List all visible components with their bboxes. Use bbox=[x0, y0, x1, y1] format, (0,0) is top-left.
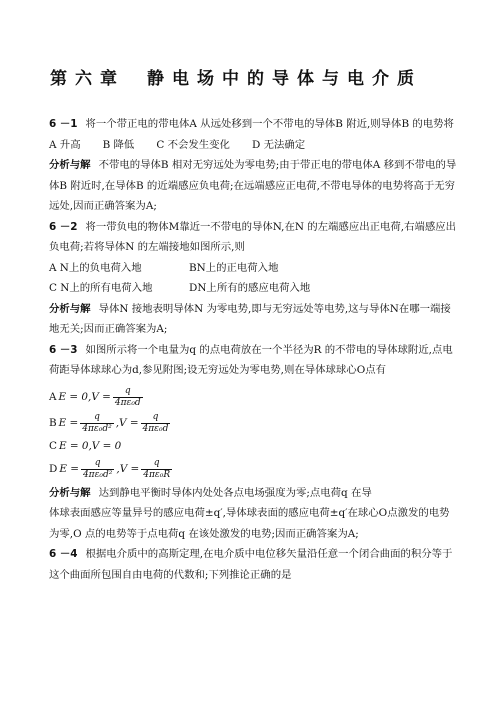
question-number: 6 －1 bbox=[49, 118, 78, 130]
formula-option-c: C E = 0,V = 0 bbox=[49, 440, 122, 453]
question-6-3 bbox=[49, 340, 459, 381]
question-options-row-1 bbox=[49, 258, 459, 279]
fraction: $\frac{q}{\text{4πε₀d}}$ bbox=[114, 386, 141, 408]
analysis-label: 分析与解 bbox=[49, 302, 91, 315]
option-a: A 升高 bbox=[49, 138, 81, 151]
chapter-name: 静电场中的导体与电介质 bbox=[147, 69, 422, 89]
question-text: 将一带负电的物体M靠近一不带电的导体N,在N 的左端感应出正电荷,右端感应出负电荷;若将导体N 的左端接地如图所示,则 bbox=[49, 220, 457, 253]
option-a: A N上的负电荷入地 bbox=[49, 261, 142, 274]
question-number: 6 －4 bbox=[49, 548, 78, 560]
question-text: 将一个带正电的带电体A 从远处移到一个不带电的导体B 附近,则导体B 的电势将 bbox=[85, 118, 454, 130]
analysis-6-3-cont: 体球表面感应等量异号的感应电荷±q′,导体球表面的感应电荷±q′在球心O点激发的电势为零,O 点的电势等于点电荷q 在该处激发的电势;因而正确答案为A; bbox=[49, 507, 450, 540]
analysis-text: 达到静电平衡时导体内处处各点电场强度为零;点电荷q 在导 bbox=[98, 486, 372, 499]
question-text: 如图所示将一个电量为q 的点电荷放在一个半径为R 的不带电的导体球附近,点电荷距导体球球心为d,参见附图;设无穷远处为零电势,则在导体球球心O点有 bbox=[49, 343, 453, 376]
analysis-text: 导体N 接地表明导体N 为零电势,即与无穷远处等电势,这与导体N在哪一端接地无关;因而正确答案为A; bbox=[49, 302, 451, 335]
fraction: $\frac{q}{\text{4πε₀d}}$ bbox=[142, 412, 169, 434]
document-body bbox=[49, 114, 459, 585]
question-options-row-2 bbox=[49, 278, 459, 299]
analysis-text: 不带电的导体B 相对无穷远处为零电势;由于带正电的带电体A 移到不带电的导体B 附近时,在导体B 的近端感应负电荷;在远端感应正电荷,不带电导体的电势将高于无穷远处,因而正确答案为A; bbox=[49, 159, 457, 212]
fraction: $\frac{q}{\text{4πε₀d²}}$ bbox=[82, 458, 113, 480]
formula-option-d: D E = $\frac{q}{\text{4πε₀d²}}$ ,V = $\frac{q}{\text{4πε₀R}}$ bbox=[49, 458, 171, 480]
question-text: 根据电介质中的高斯定理,在电介质中电位移矢量沿任意一个闭合曲面的积分等于这个曲面所包围自由电荷的代数和;下列推论正确的是 bbox=[49, 548, 453, 581]
fraction: $\frac{q}{\text{4πε₀R}}$ bbox=[143, 458, 171, 480]
option-c: C 不会发生变化 bbox=[156, 138, 230, 151]
option-d: D 无法确定 bbox=[251, 138, 306, 151]
option-c: C N上的所有电荷入地 bbox=[49, 282, 153, 294]
formula-option-a: A E = 0,V = $\frac{q}{\text{4πε₀d}}$ bbox=[49, 386, 141, 408]
formula-option-b: B E = $\frac{q}{\text{4πε₀d²}}$ ,V = $\frac{q}{\text{4πε₀d}}$ bbox=[49, 412, 169, 434]
fraction: $\frac{q}{\text{4πε₀d²}}$ bbox=[82, 412, 112, 434]
analysis-label: 分析与解 bbox=[49, 159, 91, 171]
option-b: B 降低 bbox=[102, 138, 135, 151]
chapter-number: 第六章 bbox=[50, 69, 125, 89]
option-d: DN上所有的感应电荷入地 bbox=[189, 282, 311, 294]
question-options bbox=[49, 135, 459, 156]
analysis-6-1 bbox=[49, 155, 459, 217]
option-b: BN上的正电荷入地 bbox=[189, 261, 279, 274]
chapter-title bbox=[50, 64, 450, 89]
question-number: 6 －2 bbox=[49, 220, 78, 233]
analysis-6-2 bbox=[49, 299, 459, 340]
question-6-2 bbox=[49, 217, 459, 258]
question-6-4 bbox=[49, 544, 459, 585]
analysis-6-3 bbox=[49, 483, 459, 504]
question-number: 6 －3 bbox=[49, 343, 78, 356]
question-6-1 bbox=[49, 114, 459, 135]
analysis-label: 分析与解 bbox=[49, 486, 91, 499]
